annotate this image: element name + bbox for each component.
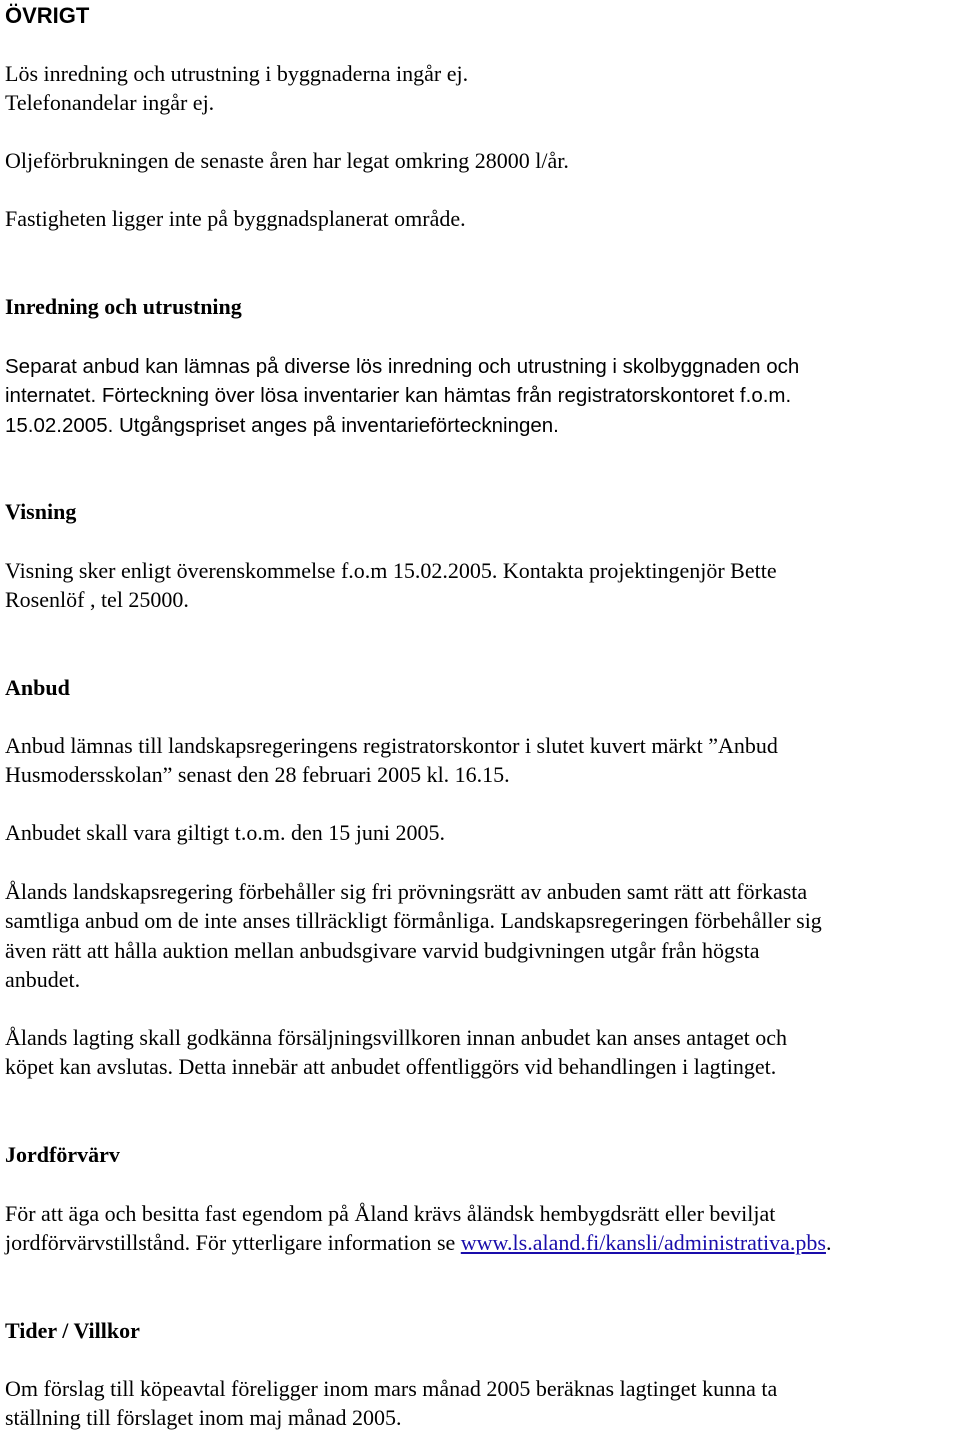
administrativa-link[interactable]: www.ls.aland.fi/kansli/administrativa.pbs — [460, 1230, 826, 1256]
text-line: 15.02.2005. Utgångspriset anges på inventarieförteckningen. — [5, 413, 559, 437]
text-line: även rätt att hålla auktion mellan anbudsgivare varvid budgivningen utgår från högsta — [5, 937, 760, 963]
text-line: Husmodersskolan” senast den 28 februari 2005 kl. 16.15. — [5, 762, 510, 788]
anbud-paragraph-lagting — [5, 1023, 787, 1082]
text-line: Om förslag till köpeavtal föreligger inom mars månad 2005 beräknas lagtinget kunna ta — [5, 1376, 778, 1401]
ovrigt-paragraph-olje: Oljeförbrukningen de senaste åren har legat omkring 28000 l/år. — [5, 148, 569, 173]
text-line: Separat anbud kan lämnas på diverse lös inredning och utrustning i skolbyggnaden och — [5, 355, 800, 378]
tider-paragraph — [5, 1374, 777, 1433]
anbud-paragraph-giltigt: Anbudet skall vara giltigt t.o.m. den 15 juni 2005. — [5, 820, 445, 845]
text-line: Visning sker enligt överenskommelse f.o.m 15.02.2005. Kontakta projektingenjör Bette — [5, 558, 777, 583]
text-line: Rosenlöf , tel 25000. — [5, 587, 189, 613]
section-heading-tider-villkor: Tider / Villkor — [5, 1318, 140, 1343]
text-line — [5, 1228, 831, 1257]
text-line: Ålands lagting skall godkänna försäljningsvillkoren innan anbudet kan anses antaget och — [5, 1025, 788, 1050]
jordforvarv-paragraph — [5, 1199, 831, 1258]
text-line: anbudet. — [5, 966, 81, 992]
anbud-paragraph-provningsratt — [5, 877, 822, 994]
anbud-paragraph-lamnas — [5, 731, 778, 790]
text-segment: jordförvärvstillstånd. För ytterligare information se — [5, 1230, 461, 1256]
section-heading-jordforvarv: Jordförvärv — [5, 1142, 120, 1167]
inredning-paragraph — [5, 352, 799, 440]
text-line: Anbud lämnas till landskapsregeringens registratorskontor i slutet kuvert märkt ”Anbud — [5, 733, 778, 758]
text-line: Telefonandelar ingår ej. — [5, 90, 215, 116]
text-line: Ålands landskapsregering förbehåller sig fri prövningsrätt av anbuden samt rätt att förkasta — [5, 879, 808, 904]
text-line: För att äga och besitta fast egendom på Åland krävs åländsk hembygdsrätt eller beviljat — [5, 1201, 776, 1226]
text-line: internatet. Förteckning över lösa inventarier kan hämtas från registratorskontoret f.o.m. — [5, 384, 792, 408]
section-heading-anbud: Anbud — [5, 675, 70, 700]
text-line: Lös inredning och utrustning i byggnaderna ingår ej. — [5, 61, 469, 86]
ovrigt-paragraph-fastighet: Fastigheten ligger inte på byggnadsplanerat område. — [5, 206, 466, 231]
ovrigt-paragraph-inredning — [5, 59, 468, 118]
section-heading-inredning: Inredning och utrustning — [5, 294, 242, 319]
text-line: köpet kan avslutas. Detta innebär att anbudet offentliggörs vid behandlingen i lagtinget. — [5, 1054, 777, 1080]
text-line: ställning till förslaget inom maj månad 2005. — [5, 1405, 402, 1431]
text-segment: . — [825, 1230, 832, 1256]
section-heading-visning: Visning — [5, 499, 77, 524]
visning-paragraph — [5, 556, 777, 615]
text-line: samtliga anbud om de inte anses tillräckligt förmånliga. Landskapsregeringen förbehåller sig — [5, 908, 822, 934]
section-heading-ovrigt: ÖVRIGT — [5, 3, 90, 28]
